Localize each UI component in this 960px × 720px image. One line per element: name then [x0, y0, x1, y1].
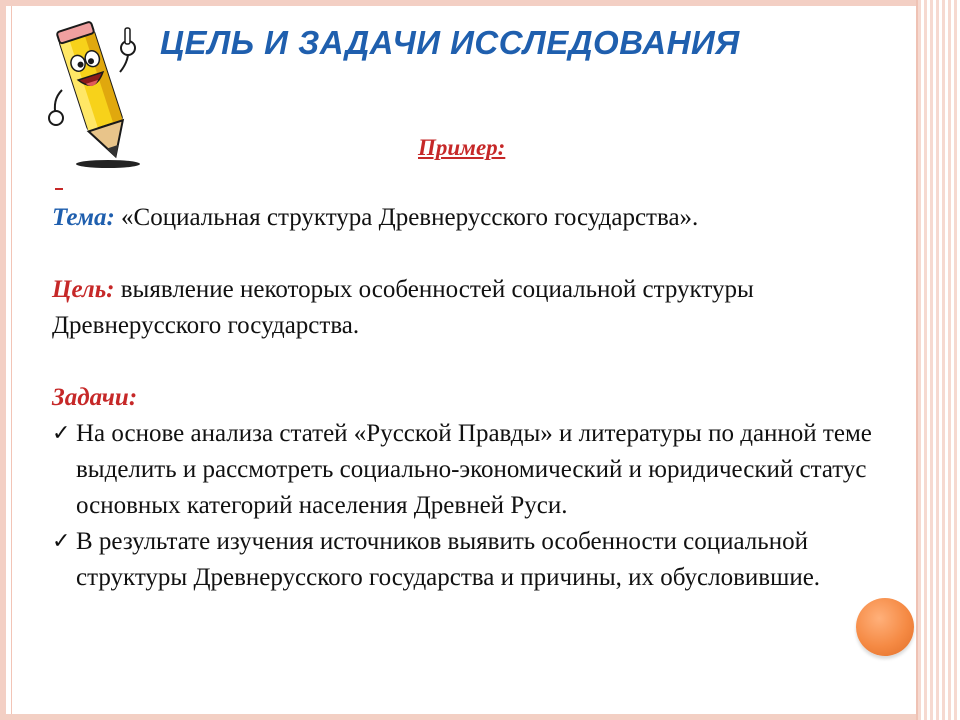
topic-text: «Социальная структура Древнерусского государства». [121, 204, 699, 231]
slide-title: ЦЕЛЬ И ЗАДАЧИ ИССЛЕДОВАНИЯ [160, 24, 740, 61]
task-text: В результате изучения источников выявить особенности социальной структуры Древнерусского государства и причины, их обусловившие. [76, 528, 821, 591]
topic-line [52, 200, 922, 236]
slide-border-inner-line [11, 6, 12, 714]
task-text: На основе анализа статей «Русской Правды» и литературы по данной теме выделить и рассмотреть социально-экономический и юридический статус основных категорий населения Древней Руси. [76, 420, 872, 519]
task-item [52, 524, 922, 596]
slide-body [52, 200, 922, 596]
tasks-label: Задачи: [52, 384, 138, 411]
slide-border-bottom [0, 714, 960, 720]
check-mark-icon: ✓ [52, 529, 71, 554]
goal-line [52, 272, 922, 344]
example-label: Пример: [418, 135, 506, 160]
slide-border-right-stripes [918, 0, 960, 720]
check-mark-icon: ✓ [52, 421, 71, 446]
slide-border-left [0, 0, 6, 720]
goal-text: выявление некоторых особенностей социальной структуры Древнерусского государства. [52, 276, 754, 339]
task-item [52, 416, 922, 524]
slide-border-top [0, 0, 960, 6]
decorative-dash [55, 188, 63, 190]
topic-label: Тема: [52, 204, 115, 231]
pencil-character-icon [38, 20, 148, 170]
decorative-orange-circle [856, 598, 914, 656]
goal-label: Цель: [52, 276, 115, 303]
